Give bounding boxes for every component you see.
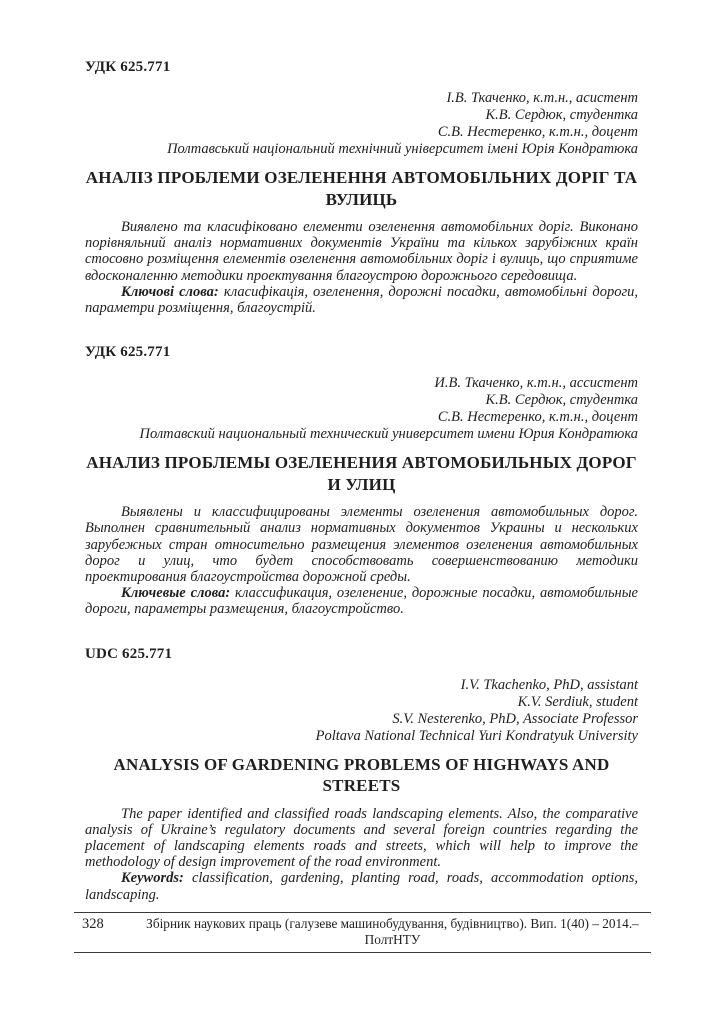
affiliation: Poltava National Technical Yuri Kondratyuk University bbox=[315, 727, 638, 744]
article-title: ANALYSIS OF GARDENING PROBLEMS OF HIGHWAYS AND STREETS bbox=[113, 754, 610, 796]
author-line: К.В. Сердюк, студентка bbox=[485, 392, 638, 409]
abstract-paragraph: The paper identified and classified roads landscaping elements. Also, the comparative analysis of Ukraine’s regulatory documents and several foreign countries regarding the placement of landscaping elements roads and streets, which will help to improve the methodology of design improvement of the road environment. bbox=[85, 805, 638, 871]
affiliation: Полтавский национальный технический университет имени Юрия Кондратюка bbox=[139, 426, 638, 443]
article-title: АНАЛІЗ ПРОБЛЕМИ ОЗЕЛЕНЕННЯ АВТОМОБІЛЬНИХ ДОРІГ ТА ВУЛИЦЬ bbox=[85, 168, 638, 209]
author-line: С.В. Нестеренко, к.т.н., доцент bbox=[437, 409, 638, 426]
author-block bbox=[85, 677, 638, 728]
author-block bbox=[85, 90, 638, 141]
keywords-label: Ключові слова: bbox=[121, 283, 219, 300]
journal-citation: Збірник наукових праць (галузеве машинобудування, будівництво). Вип. 1(40) – 2014.– ПолтНТУ bbox=[146, 915, 639, 947]
author-line: I.V. Tkachenko, PhD, assistant bbox=[460, 676, 638, 693]
section-ukrainian bbox=[85, 58, 638, 316]
article-title: АНАЛИЗ ПРОБЛЕМЫ ОЗЕЛЕНЕНИЯ АВТОМОБИЛЬНЫХ ДОРОГ И УЛИЦ bbox=[86, 453, 637, 494]
author-line: С.В. Нестеренко, к.т.н., доцент bbox=[437, 124, 638, 140]
abstract-paragraph: Выявлены и классифицированы элементы озеленения автомобильных дорог. Выполнен сравнительный анализ нормативных документов Украины и нескольких зарубежных стран относительно размещения элементов озеленения автомобильных дорог и улиц, что будет способствовать совершенствованию методики проектирования благоустройства дорожной среды. bbox=[85, 504, 638, 586]
author-line: К.В. Сердюк, студентка bbox=[485, 107, 638, 123]
author-block bbox=[85, 375, 638, 426]
udc-code: UDC 625.771 bbox=[85, 645, 173, 662]
keywords-text: classification, gardening, planting road, roads, accommodation options, landscaping. bbox=[85, 870, 638, 903]
section-english bbox=[85, 645, 638, 903]
keywords-label: Ключевые слова: bbox=[121, 585, 231, 602]
author-line: І.В. Ткаченко, к.т.н., асистент bbox=[446, 90, 638, 106]
abstract-paragraph: Виявлено та класифіковано елементи озеленення автомобільних доріг. Виконано порівняльний аналіз нормативних документів України та кількох зарубіжних країн стосовно розміщення елементів озеленення автомобільних доріг і вулиць, що сприятиме вдосконаленню методики проектування благоустрою дорожнього середовища. bbox=[85, 219, 638, 284]
keywords-paragraph bbox=[85, 585, 638, 617]
udc-code: УДК 625.771 bbox=[85, 344, 171, 361]
keywords-paragraph bbox=[85, 870, 638, 902]
author-line: S.V. Nesterenko, PhD, Associate Professor bbox=[392, 710, 638, 727]
keywords-text: классификация, озеленение, дорожные посадки, автомобильные дороги, параметры размещения, благоустройство. bbox=[85, 585, 638, 618]
udc-code: УДК 625.771 bbox=[85, 59, 171, 75]
author-line: И.В. Ткаченко, к.т.н., ассистент bbox=[434, 375, 638, 392]
affiliation: Полтавський національний технічний університет імені Юрія Кондратюка bbox=[167, 141, 638, 157]
keywords-text: класифікація, озеленення, дорожні посадки, автомобільні дороги, параметри розміщення, благоустрій. bbox=[85, 283, 639, 317]
keywords-label: Keywords: bbox=[121, 870, 184, 887]
section-russian bbox=[85, 343, 638, 617]
page-footer bbox=[74, 912, 651, 953]
author-line: K.V. Serdiuk, student bbox=[517, 693, 638, 710]
keywords-paragraph bbox=[85, 284, 638, 316]
page-number: 328 bbox=[82, 915, 104, 932]
